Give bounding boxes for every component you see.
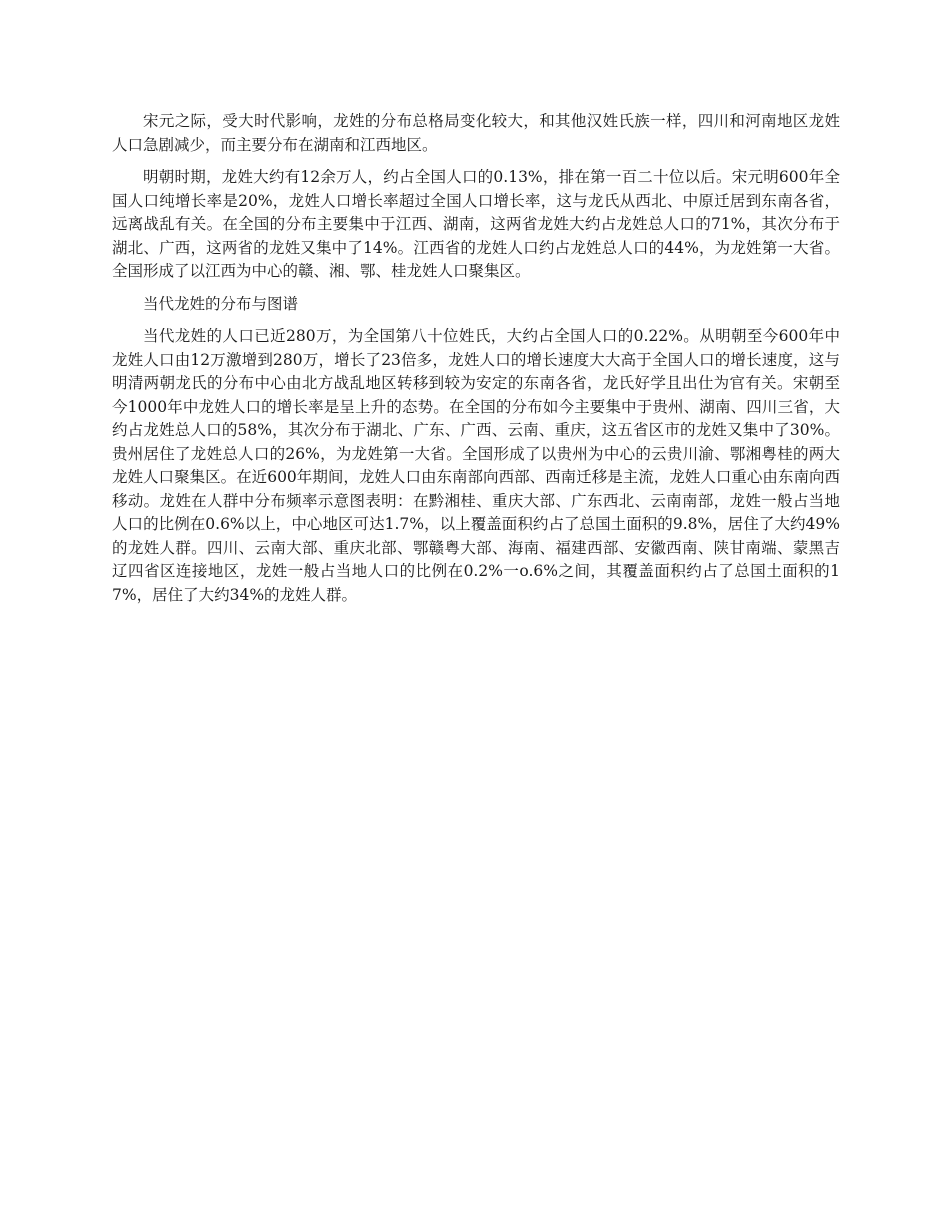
paragraph-ming-dynasty: 明朝时期，龙姓大约有12余万人，约占全国人口的0.13%，排在第一百二十位以后。宋元明600年全国人口纯增长率是20%，龙姓人口增长率超过全国人口增长率，这与龙氏从西北、中原迁居到东南各省，远离战乱有关。在全国的分布主要集中于江西、湖南，这两省龙姓大约占龙姓总人口的71%，其次分布于湖北、广西，这两省的龙姓又集中了14%。江西省的龙姓人口约占龙姓总人口的44%，为龙姓第一大省。全国形成了以江西为中心的赣、湘、鄂、桂龙姓人口聚集区。	[112, 168, 840, 280]
section-heading: 当代龙姓的分布与图谱	[143, 294, 299, 313]
paragraph-contemporary: 当代龙姓的人口已近280万，为全国第八十位姓氏，大约占全国人口的0.22%。从明朝至今600年中龙姓人口由12万激增到280万，增长了23倍多，龙姓人口的增长速度大大高于全国人口的增长速度，这与明清两朝龙氏的分布中心由北方战乱地区转移到较为安定的东南各省，龙氏好学且出仕为官有关。宋朝至今1000年中龙姓人口的增长率是呈上升的态势。在全国的分布如今主要集中于贵州、湖南、四川三省，大约占龙姓总人口的58%，其次分布于湖北、广东、广西、云南、重庆，这五省区市的龙姓又集中了30%。贵州居住了龙姓总人口的26%，为龙姓第一大省。全国形成了以贵州为中心的云贵川渝、鄂湘粤桂的两大龙姓人口聚集区。在近600年期间，龙姓人口由东南部向西部、西南迁移是主流，龙姓人口重心由东南向西移动。龙姓在人群中分布频率示意图表明：在黔湘桂、重庆大部、广东西北、云南南部，龙姓一般占当地人口的比例在0.6%以上，中心地区可达1.7%，以上覆盖面积约占了总国土面积的9.8%，居住了大约49%的龙姓人群。四川、云南大部、重庆北部、鄂赣粤大部、海南、福建西部、安徽西南、陕甘南端、蒙黑吉辽四省区连接地区，龙姓一般占当地人口的比例在0.2%一o.6%之间，其覆盖面积约占了总国土面积的17%，居住了大约34%的龙姓人群。	[112, 327, 840, 604]
document-body	[112, 110, 840, 616]
paragraph-song-yuan: 宋元之际，受大时代影响，龙姓的分布总格局变化较大，和其他汉姓氏族一样，四川和河南地区龙姓人口急剧减少，而主要分布在湖南和江西地区。	[112, 112, 840, 154]
